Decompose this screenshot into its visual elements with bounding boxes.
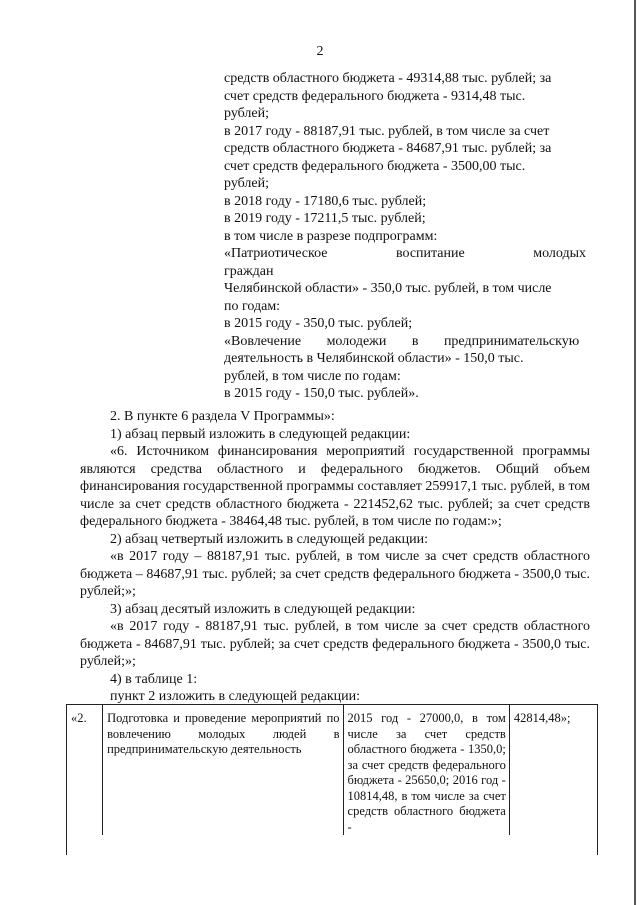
- subitem-2-heading: 2) абзац четвертый изложить в следующей редакции:: [110, 531, 428, 547]
- text-line: счет средств федерального бюджета - 3500,00 тыс.: [224, 158, 526, 174]
- text-line: в 2015 году - 150,0 тыс. рублей».: [224, 386, 419, 401]
- subitem-4-text: пункт 2 изложить в следующей редакции:: [110, 689, 360, 704]
- scan-edge-line: [634, 0, 636, 905]
- subitem-4-heading: 4) в таблице 1:: [110, 671, 198, 687]
- text-line: «Вовлечение молодежи в предпринимательскую: [224, 333, 580, 349]
- text-line: в 2015 году - 350,0 тыс. рублей;: [224, 316, 413, 331]
- total-cell: 42814,48»;: [513, 711, 571, 725]
- text-line: счет средств федерального бюджета - 9314,48 тыс.: [224, 88, 526, 104]
- text-line: рублей;: [224, 106, 269, 121]
- text-line: средств областного бюджета - 84687,91 тыс. рублей; за: [224, 141, 552, 156]
- table-1-excerpt: [66, 704, 598, 855]
- subitem-1-text: «6. Источником финансирования мероприятий государственной программы являются средства областного и федерального бюджетов. Общий объем финансирования государственной программы составляет 259917,1 тыс. рублей, в том числе за счет средств областного бюджета - 221452,62 тыс. рублей; за счет средств федерального бюджета - 38464,48 тыс. рублей, в том числе по годам:»;: [80, 444, 590, 529]
- text-line: рублей;: [224, 176, 269, 191]
- amendments-block: [80, 408, 590, 706]
- text-line: средств областного бюджета - 49314,88 тыс. рублей; за: [224, 71, 552, 86]
- text-line: «Патриотическое воспитание молодых граждан: [224, 246, 586, 279]
- text-line: в 2019 году - 17211,5 тыс. рублей;: [224, 211, 426, 226]
- funding-cell: 2015 год - 27000,0, в том числе за счет средств областного бюджета - 1350,0; за счет средств федерального бюджета - 25650,0; 2016 год - 10814,48, в том числе за счет средств областного бюджета -: [343, 705, 509, 835]
- subitem-2-text: «в 2017 году – 88187,91 тыс. рублей, в том числе за счет средств областного бюджета – 84687,91 тыс. рублей; за счет средств федерального бюджета - 3500,0 тыс. рублей;»;: [80, 549, 590, 599]
- text-line: в 2017 году - 88187,91 тыс. рублей, в том числе за счет: [224, 123, 550, 139]
- activity-name-cell: [103, 705, 343, 835]
- text-line: в том числе в разрезе подпрограмм:: [224, 228, 438, 244]
- text-line: деятельность в Челябинской области» - 150,0 тыс.: [224, 351, 524, 366]
- text-line: Челябинской области» - 350,0 тыс. рублей, в том числе: [224, 281, 552, 296]
- row-number-cell: «2.: [67, 705, 103, 835]
- subitem-3-heading: 3) абзац десятый изложить в следующей редакции:: [110, 601, 416, 617]
- text-line: в 2018 году - 17180,6 тыс. рублей;: [224, 193, 427, 209]
- subitem-3-text: «в 2017 году - 88187,91 тыс. рублей, в том числе за счет средств областного бюджета - 84687,91 тыс. рублей; за счет средств федерального бюджета - 3500,0 тыс. рублей;»;: [80, 619, 590, 669]
- item-2-heading: 2. В пункте 6 раздела V Программы»:: [110, 409, 335, 424]
- text-line: по годам:: [224, 298, 281, 314]
- subitem-1-heading: 1) абзац первый изложить в следующей редакции:: [110, 426, 411, 442]
- funding-quote-block: [224, 70, 586, 403]
- table-row: [67, 705, 597, 835]
- page-number: 2: [316, 44, 324, 59]
- text-line: рублей, в том числе по годам:: [224, 368, 401, 384]
- activity-name-text: Подготовка и проведение мероприятий по вовлечению молодых людей в предпринимательскую деятельность: [107, 711, 340, 756]
